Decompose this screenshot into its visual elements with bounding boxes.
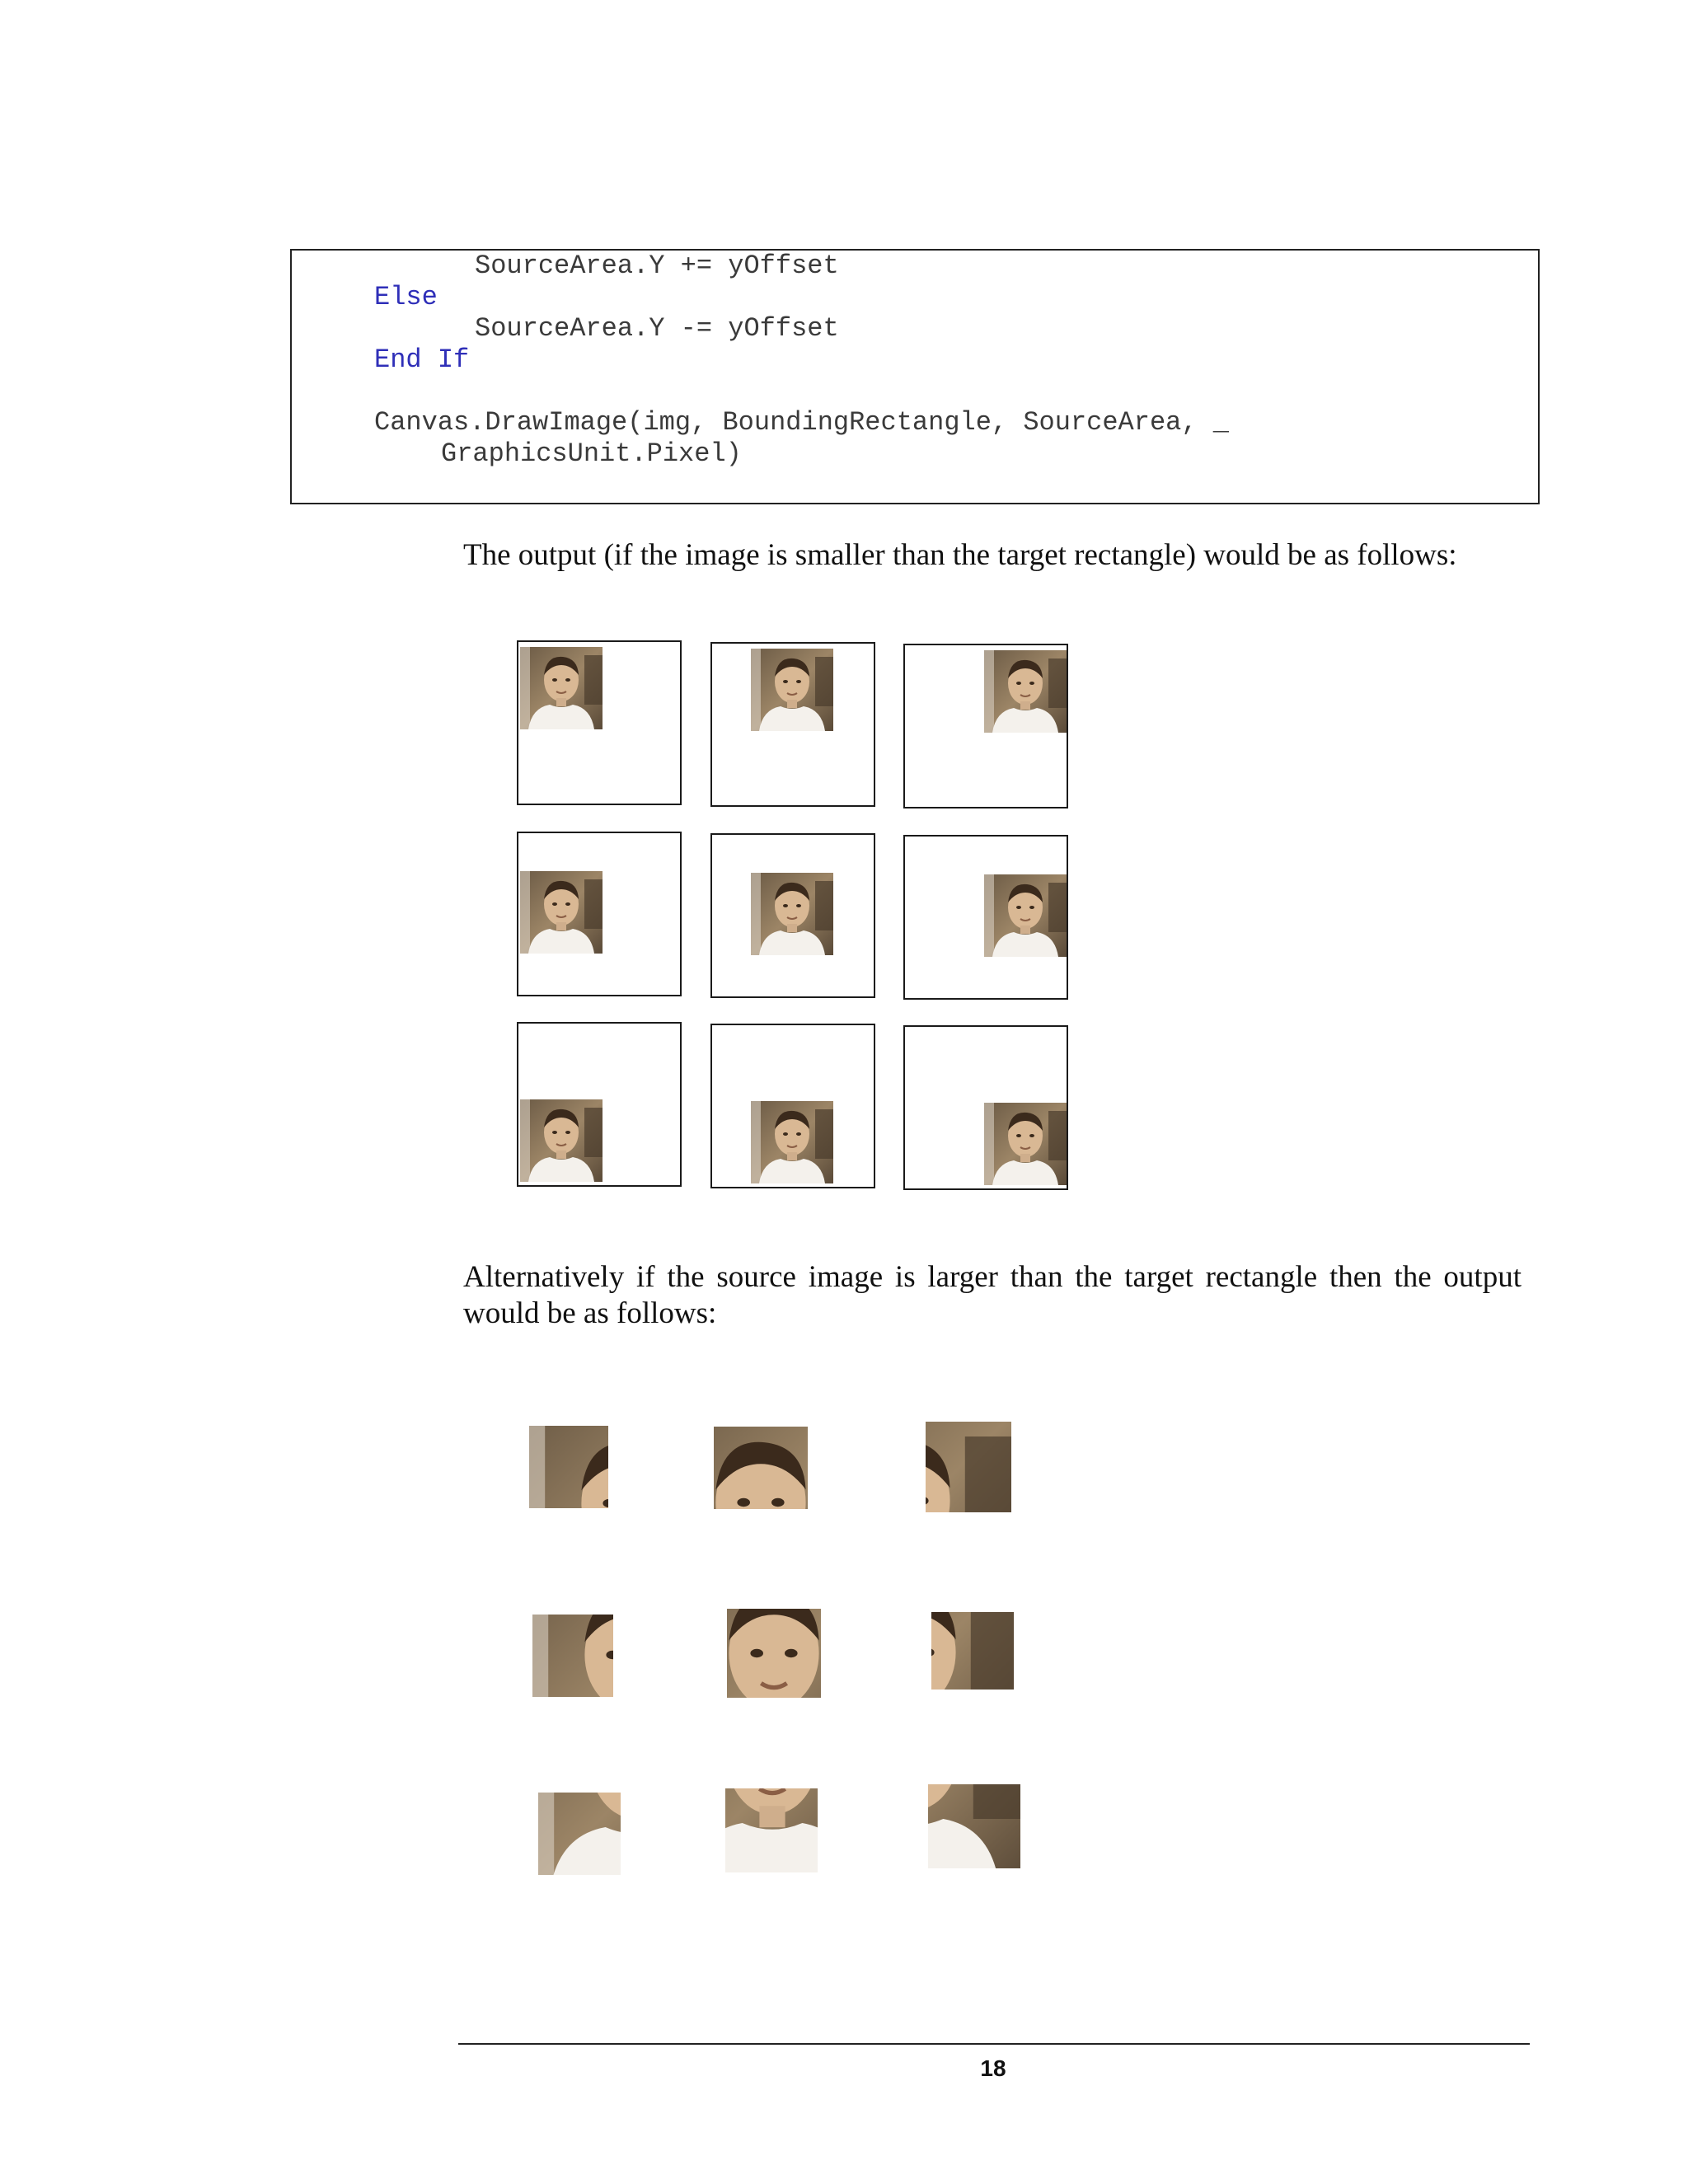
code-line: Canvas.DrawImage(img, BoundingRectangle, SourceArea, _ (374, 407, 1229, 438)
page-number: 18 (980, 2055, 1006, 2081)
photo-image (751, 1098, 833, 1187)
code-keyword-else: Else (374, 282, 438, 312)
code-keyword-end-if: End If (374, 344, 470, 375)
grid-cell-bottom-left (517, 1022, 682, 1187)
photo-image (520, 868, 603, 957)
photo-image (751, 869, 833, 958)
photo-image (984, 1099, 1067, 1188)
grid-cell-middle-center (710, 833, 875, 998)
intro-paragraph: The output (if the image is smaller than the target rectangle) would be as follows: (463, 538, 1457, 572)
crop-top-right (926, 1422, 1011, 1512)
crop-top-left (529, 1426, 608, 1508)
grid-cell-middle-right (903, 835, 1068, 1000)
code-line: SourceArea.Y += yOffset (475, 251, 839, 281)
photo-image (520, 1096, 603, 1185)
code-listing (290, 249, 1540, 504)
crop-middle-center (727, 1609, 821, 1698)
grid-cell-middle-left (517, 832, 682, 996)
grid-cell-bottom-right (903, 1025, 1068, 1190)
grid-cell-top-right (903, 644, 1068, 808)
photo-image (520, 644, 603, 733)
grid-cell-bottom-center (710, 1024, 875, 1188)
crop-bottom-right (928, 1784, 1020, 1868)
code-line: GraphicsUnit.Pixel) (441, 438, 742, 469)
photo-image (984, 871, 1067, 960)
photo-image (751, 645, 833, 734)
crop-bottom-center (725, 1788, 818, 1872)
grid-cell-top-left (517, 640, 682, 805)
crop-bottom-left (538, 1793, 621, 1875)
photo-image (984, 647, 1067, 736)
footer-divider (458, 2043, 1530, 2045)
crop-middle-left (532, 1615, 613, 1697)
code-line: SourceArea.Y -= yOffset (475, 313, 839, 344)
crop-top-center (714, 1427, 808, 1509)
alternative-paragraph: Alternatively if the source image is larger than the target rectangle then the output would be as follows: (463, 1260, 1522, 1330)
crop-middle-right (931, 1612, 1014, 1690)
grid-cell-top-center (710, 642, 875, 807)
